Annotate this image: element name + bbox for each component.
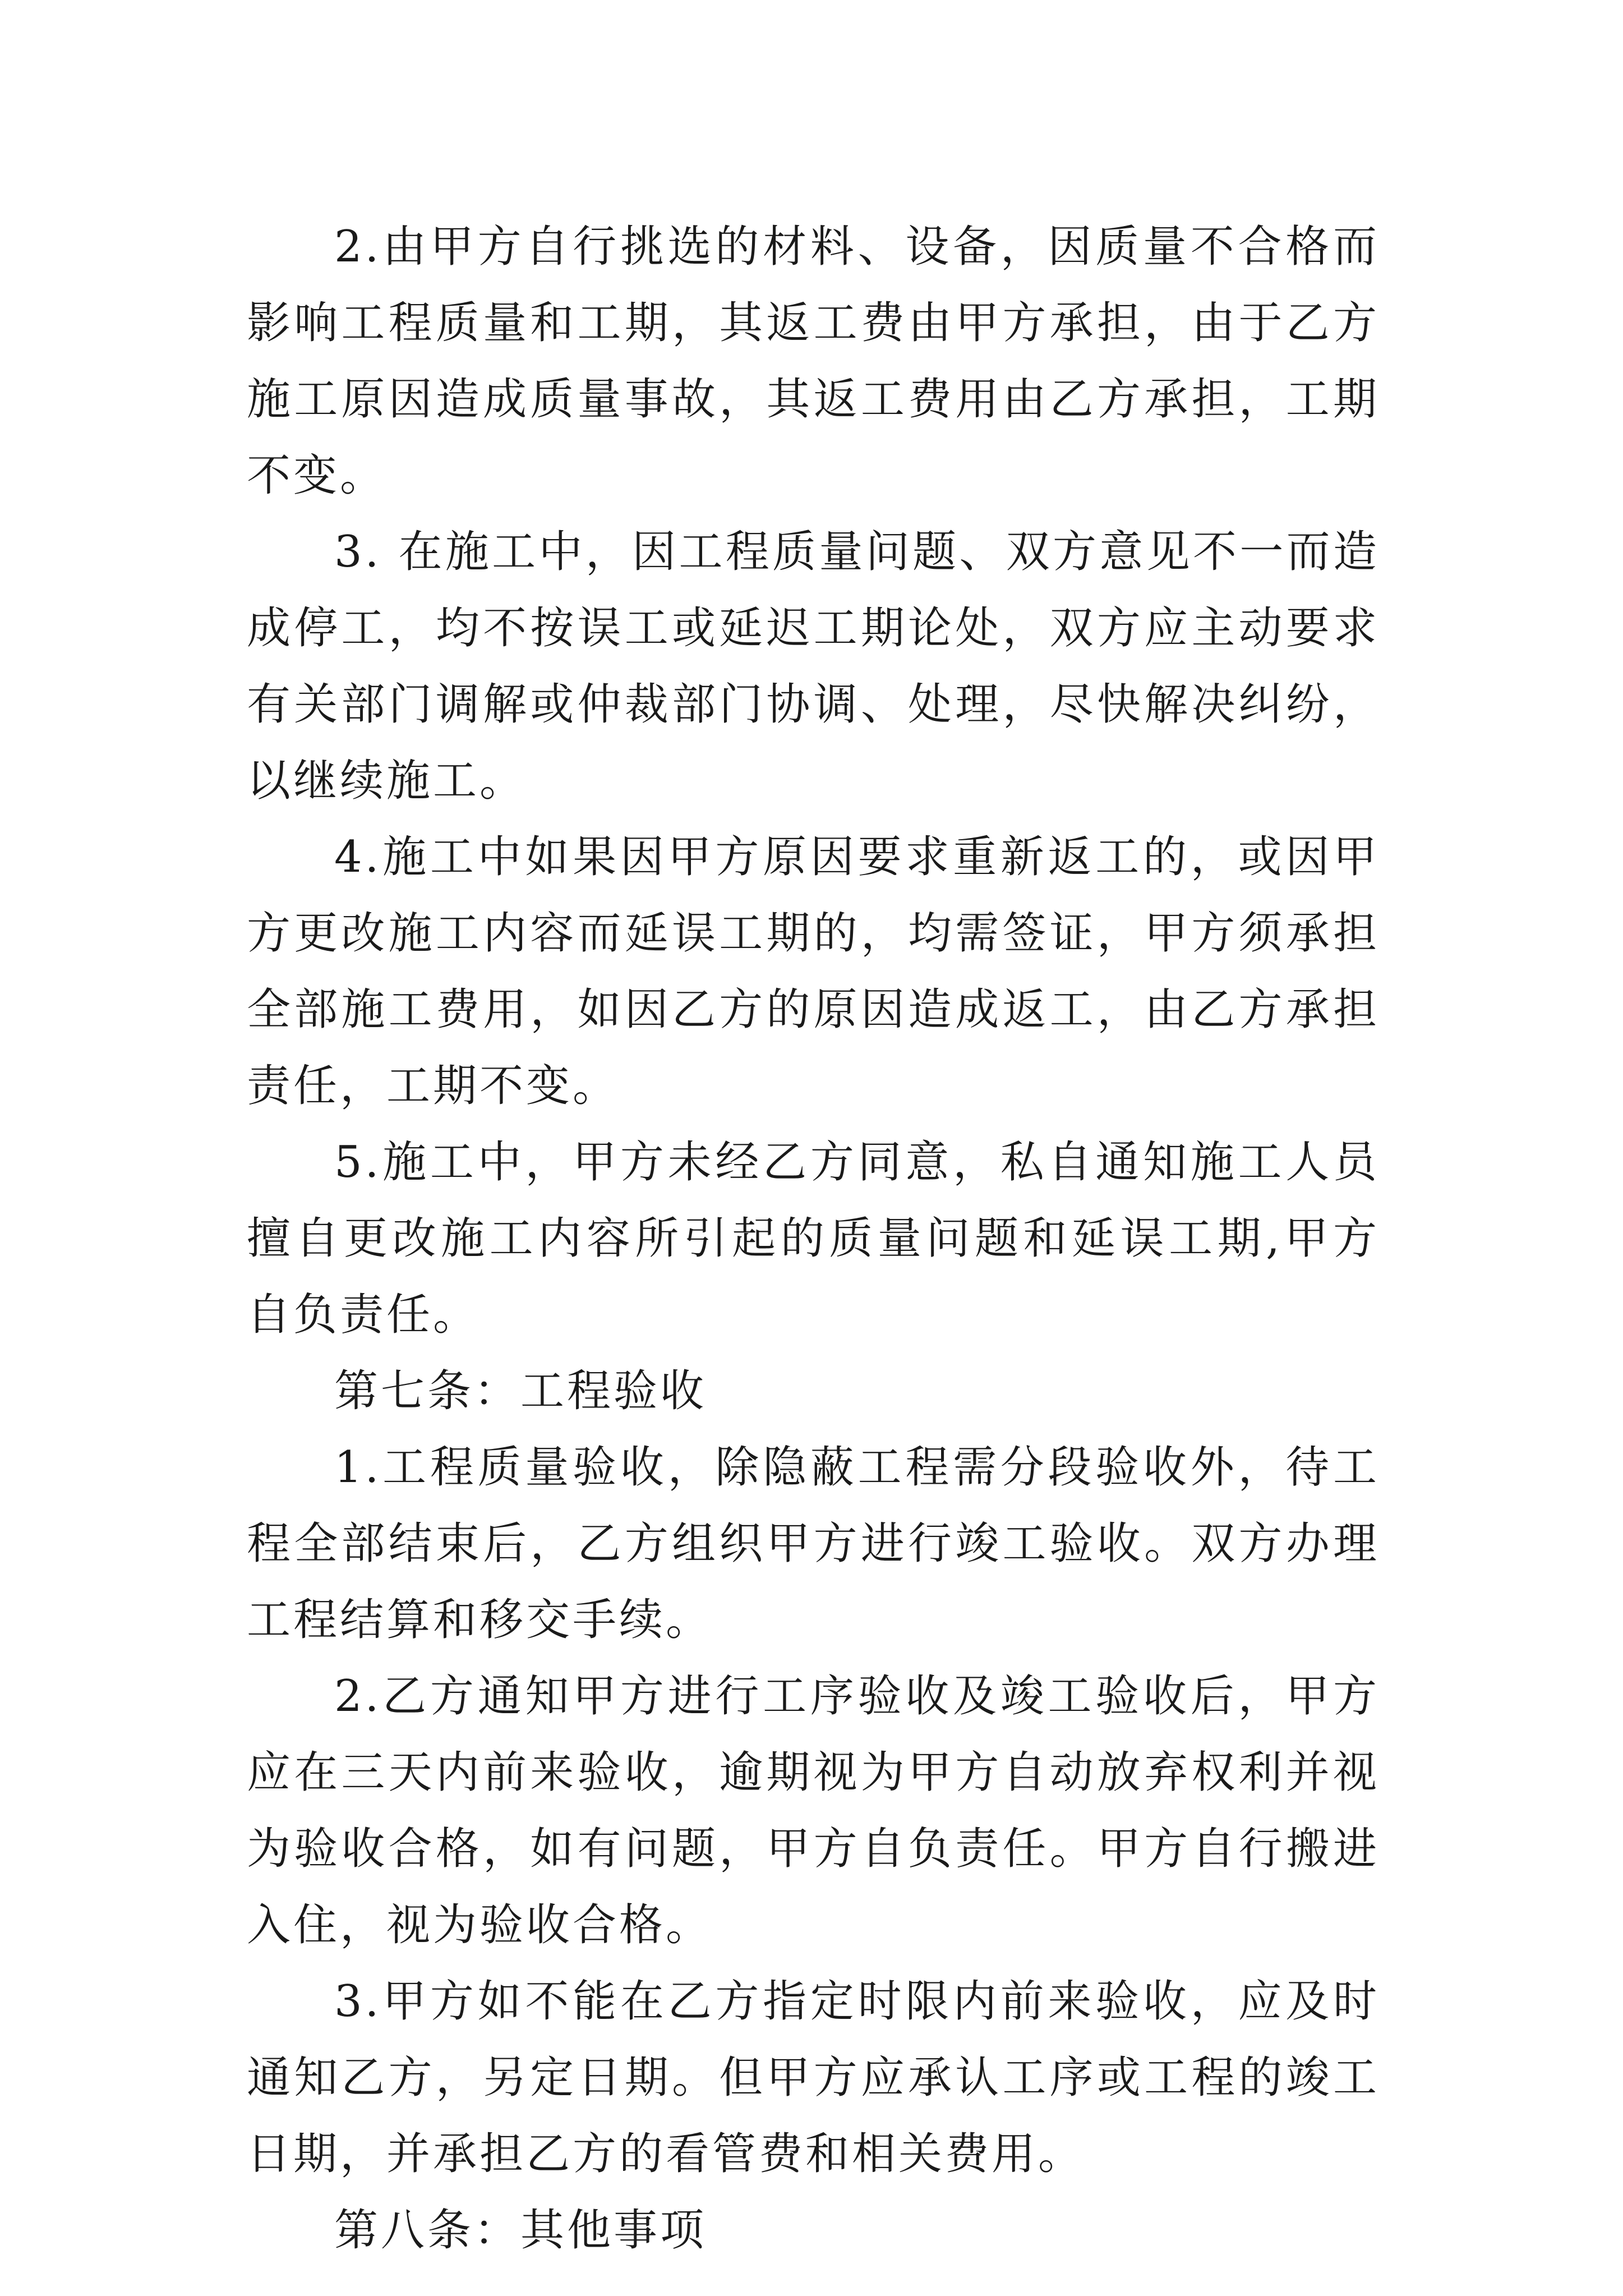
clause-paragraph-7-1: 1.工程质量验收，除隐蔽工程需分段验收外，待工程全部结束后，乙方组织甲方进行竣工验收。双方办理工程结算和移交手续。 <box>247 1442 1380 1645</box>
clause-paragraph-7-2: 2.乙方通知甲方进行工序验收及竣工验收后，甲方应在三天内前来验收，逾期视为甲方自动放弃权利并视为验收合格，如有问题，甲方自负责任。甲方自行搬进入住，视为验收合格。 <box>247 1671 1380 1950</box>
clause-paragraph-6-3: 3. 在施工中，因工程质量问题、双方意见不一而造成停工，均不按误工或延迟工期论处，双方应主动要求有关部门调解或仲裁部门协调、处理，尽快解决纠纷，以继续施工。 <box>247 527 1380 806</box>
article-heading-8: 第八条：其他事项 <box>334 2205 707 2256</box>
document-body <box>247 209 1380 2269</box>
clause-paragraph-6-2: 2.由甲方自行挑选的材料、设备，因质量不合格而影响工程质量和工期，其返工费由甲方承担，由于乙方施工原因造成质量事故，其返工费用由乙方承担，工期不变。 <box>247 222 1380 501</box>
article-heading-7: 第七条：工程验收 <box>334 1366 707 1416</box>
clause-paragraph-6-4: 4.施工中如果因甲方原因要求重新返工的，或因甲方更改施工内容而延误工期的，均需签证，甲方须承担全部施工费用，如因乙方的原因造成返工，由乙方承担责任，工期不变。 <box>247 832 1380 1111</box>
clause-paragraph-7-3: 3.甲方如不能在乙方指定时限内前来验收，应及时通知乙方，另定日期。但甲方应承认工序或工程的竣工日期，并承担乙方的看管费和相关费用。 <box>247 1976 1380 2179</box>
clause-paragraph-6-5: 5.施工中，甲方未经乙方同意，私自通知施工人员擅自更改施工内容所引起的质量问题和延误工期,甲方自负责任。 <box>247 1137 1380 1340</box>
